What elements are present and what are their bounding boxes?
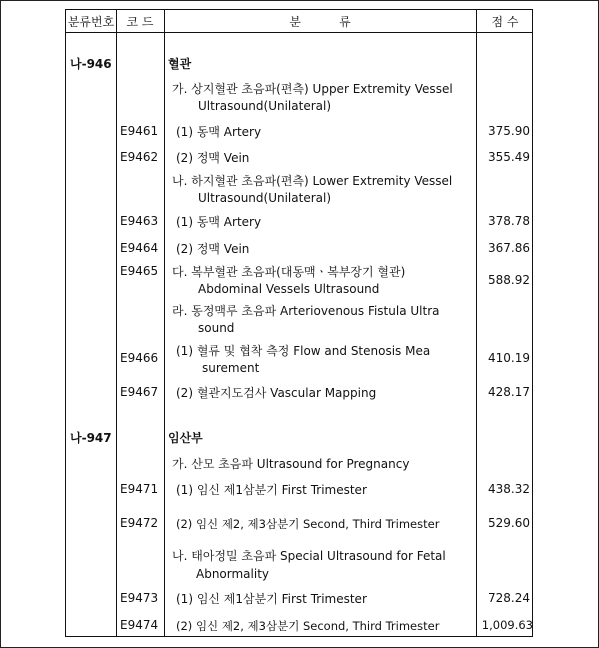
item-score: 375.90	[488, 124, 530, 138]
item-text: (1) 동맥 Artery	[176, 215, 262, 229]
group-label: 가. 산모 초음파 Ultrasound for Pregnancy	[172, 457, 410, 471]
item-code: E9466	[120, 351, 159, 365]
item-code: E9467	[120, 385, 159, 399]
item-code: E9473	[120, 591, 159, 605]
section-title: 혈관	[168, 57, 192, 71]
item-score: 378.78	[488, 214, 530, 228]
header-category: 분 류	[289, 15, 351, 29]
item-text-cont: surement	[202, 361, 260, 375]
col-divider	[164, 10, 165, 636]
header-code: 코 드	[126, 15, 154, 29]
item-score: 1,009.63	[481, 618, 533, 632]
item-score: 355.49	[488, 150, 530, 164]
col-divider	[476, 10, 477, 636]
item-score: 529.60	[488, 516, 530, 530]
class-no: 나-946	[70, 57, 112, 71]
item-code: E9471	[120, 482, 159, 496]
class-no: 나-947	[70, 431, 112, 445]
item-score: 428.17	[488, 385, 530, 399]
item-text-cont: Abdominal Vessels Ultrasound	[198, 282, 380, 296]
item-text: (2) 임신 제2, 제3삼분기 Second, Third Trimester	[176, 517, 440, 531]
item-code: E9463	[120, 214, 159, 228]
group-label: 나. 태아정밀 초음파 Special Ultrasound for Fetal	[172, 549, 446, 563]
item-code: E9462	[120, 150, 159, 164]
item-code: E9474	[120, 618, 159, 632]
header-class-no: 분류번호	[67, 15, 115, 29]
group-label: 라. 동정맥루 초음파 Arteriovenous Fistula Ultra	[172, 304, 440, 318]
item-score: 367.86	[488, 241, 530, 255]
group-label: 나. 하지혈관 초음파(편측) Lower Extremity Vessel	[172, 174, 453, 188]
group-label: 가. 상지혈관 초음파(편측) Upper Extremity Vessel	[172, 82, 453, 96]
item-text: (2) 임신 제2, 제3삼분기 Second, Third Trimester	[176, 619, 440, 633]
item-text: (2) 정맥 Vein	[176, 151, 250, 165]
header-rule	[66, 32, 532, 33]
section-title: 임산부	[168, 431, 203, 445]
group-label-cont: Ultrasound(Unilateral)	[198, 99, 332, 113]
item-text: (1) 임신 제1삼분기 First Trimester	[176, 483, 367, 497]
item-code: E9464	[120, 241, 159, 255]
item-score: 438.32	[488, 482, 530, 496]
col-divider	[116, 10, 117, 636]
header-score: 점 수	[491, 15, 519, 29]
item-code: E9472	[120, 516, 159, 530]
item-text: (2) 혈관지도검사 Vascular Mapping	[176, 386, 377, 400]
item-code: E9465	[120, 264, 159, 278]
group-label-cont: sound	[198, 321, 235, 335]
item-score: 728.24	[488, 591, 530, 605]
fee-table	[65, 9, 533, 637]
item-text: (1) 혈류 및 협착 측정 Flow and Stenosis Mea	[176, 344, 431, 358]
group-label-cont: Abnormality	[196, 567, 270, 581]
item-score: 410.19	[488, 351, 530, 365]
group-label-cont: Ultrasound(Unilateral)	[198, 191, 332, 205]
item-text: (1) 임신 제1삼분기 First Trimester	[176, 592, 367, 606]
item-text: 다. 복부혈관 초음파(대동맥ㆍ복부장기 혈관)	[172, 265, 406, 279]
item-text: (1) 동맥 Artery	[176, 125, 262, 139]
item-code: E9461	[120, 124, 159, 138]
item-score: 588.92	[488, 273, 530, 287]
item-text: (2) 정맥 Vein	[176, 242, 250, 256]
